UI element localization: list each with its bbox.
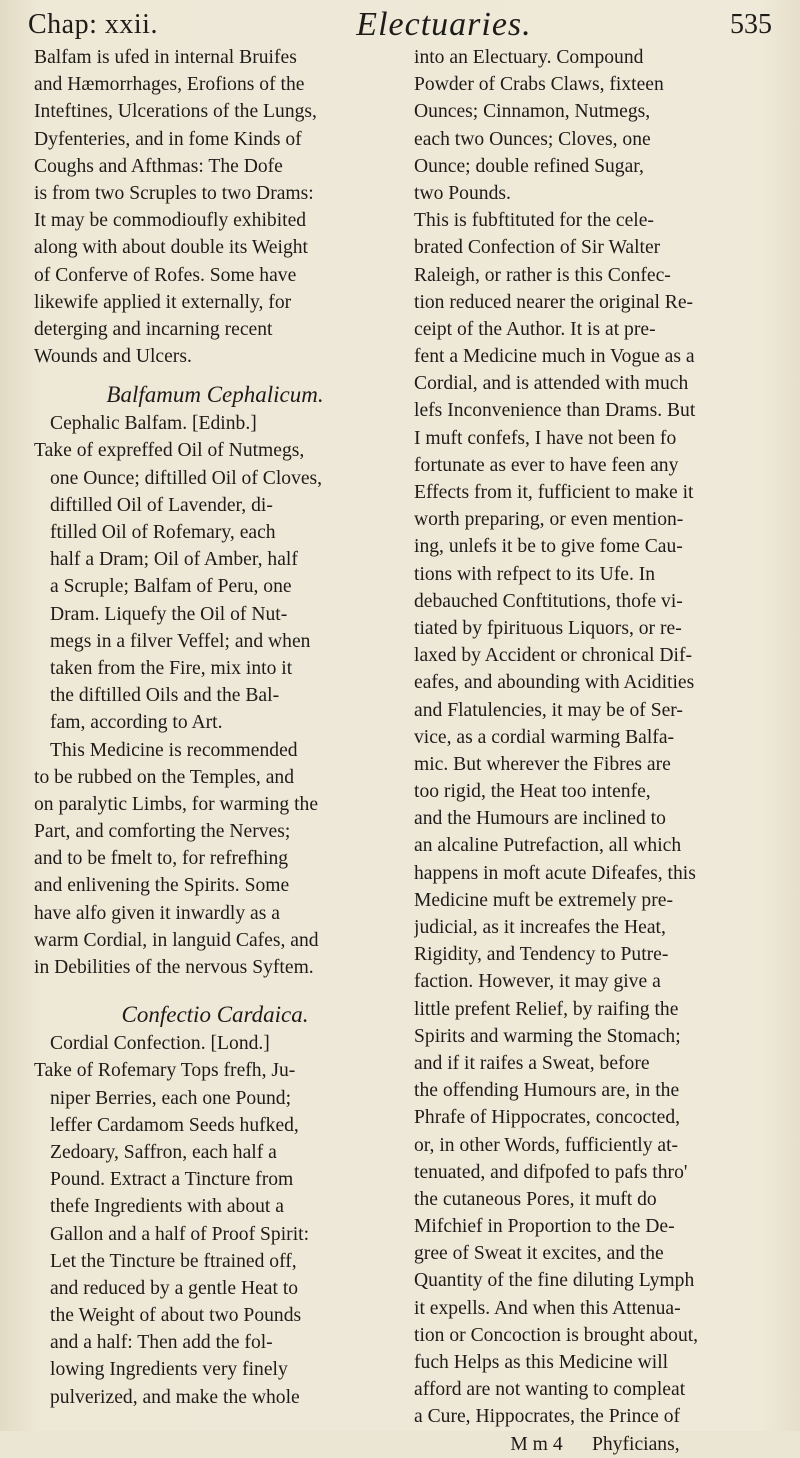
signature-mark: M m 4 Phyficians,: [510, 1433, 680, 1455]
text-line: diftilled Oil of Lavender, di-: [50, 494, 273, 516]
text-line: the cutaneous Pores, it muft do: [414, 1188, 657, 1210]
text-line: ftilled Oil of Rofemary, each: [50, 522, 276, 543]
text-line: Dram. Liquefy the Oil of Nut-: [50, 603, 288, 625]
text-line: and Hæmorrhages, Erofions of the: [34, 74, 305, 96]
text-line: Zedoary, Saffron, each half a: [50, 1141, 277, 1163]
text-line: Pound. Extract a Tincture from: [50, 1169, 294, 1191]
text-line: too rigid, the Heat too intenfe,: [414, 781, 651, 803]
text-line: Dyfenteries, and in fome Kinds of: [34, 128, 302, 150]
text-line: little prefent Relief, by raifing the: [414, 998, 679, 1020]
text-line: the offending Humours are, in the: [414, 1080, 680, 1102]
text-line: a Scruple; Balfam of Peru, one: [50, 576, 292, 598]
text-line: Ounces; Cinnamon, Nutmegs,: [414, 101, 651, 123]
chapter-label: Chap: xxii.: [28, 9, 158, 40]
text-line: thefe Ingredients with about a: [50, 1196, 284, 1218]
text-line: in Debilities of the nervous Syftem.: [34, 957, 314, 978]
page-number: 535: [729, 9, 772, 40]
text-line: lefs Inconvenience than Drams. But: [414, 400, 696, 422]
section-title-confectio: Confectio Cardaica.: [121, 1002, 309, 1028]
text-line: Part, and comforting the Nerves;: [34, 821, 291, 843]
text-line: tion reduced nearer the original Re-: [414, 291, 694, 313]
text-line: mic. But wherever the Fibres are: [414, 753, 671, 775]
running-title: Electuaries.: [356, 6, 532, 43]
text-line: fent a Medicine much in Vogue as a: [414, 346, 695, 368]
right-column-text: [414, 44, 776, 1431]
page-header: [28, 2, 772, 48]
text-line: faction. However, it may give a: [414, 971, 661, 993]
text-line: ing, unlefs it be to give fome Cau-: [414, 536, 683, 558]
section-title-balsamum: Balfamum Cephalicum.: [106, 382, 324, 408]
text-line: and to be fmelt to, for refrefhing: [34, 848, 289, 870]
text-line: happens in moft acute Difeafes, this: [414, 862, 696, 884]
text-line: This Medicine is recommended: [50, 739, 298, 761]
text-line: tenuated, and difpofed to pafs thro': [414, 1161, 688, 1183]
text-line: the Weight of about two Pounds: [50, 1305, 302, 1327]
text-line: Take of Rofemary Tops frefh, Ju-: [34, 1060, 296, 1082]
text-line: judicial, as it increafes the Heat,: [414, 917, 666, 938]
text-line: Spirits and warming the Stomach;: [414, 1025, 681, 1047]
text-line: Cephalic Balfam. [Edinb.]: [50, 413, 257, 435]
text-line: Cordial Confection. [Lond.]: [50, 1033, 270, 1055]
text-line: and a half: Then add the fol-: [50, 1332, 273, 1354]
text-line: each two Ounces; Cloves, one: [414, 128, 651, 150]
text-line: ceipt of the Author. It is at pre-: [414, 318, 656, 340]
text-line: a Cure, Hippocrates, the Prince of: [414, 1406, 681, 1428]
text-line: Take of expreffed Oil of Nutmegs,: [34, 440, 305, 462]
text-line: and enlivening the Spirits. Some: [34, 875, 290, 897]
text-line: lowing Ingredients very finely: [50, 1359, 288, 1381]
text-line: Mifchief in Proportion to the De-: [414, 1216, 675, 1238]
text-line: is from two Scruples to two Drams:: [34, 182, 314, 204]
text-line: brated Confection of Sir Walter: [414, 237, 661, 259]
text-line: to be rubbed on the Temples, and: [34, 766, 294, 788]
text-line: it expells. And when this Attenua-: [414, 1297, 681, 1319]
text-line: Medicine muft be extremely pre-: [414, 889, 673, 911]
text-line: megs in a filver Veffel; and when: [50, 630, 311, 652]
text-line: Inteftines, Ulcerations of the Lungs,: [34, 101, 317, 123]
text-line: worth preparing, or even mention-: [414, 509, 684, 531]
text-line: vice, as a cordial warming Balfa-: [414, 726, 675, 748]
text-line: Cordial, and is attended with much: [414, 373, 689, 395]
text-line: This is fubftituted for the cele-: [414, 210, 654, 232]
text-line: Let the Tincture be ftrained off,: [50, 1250, 297, 1272]
section-cephalic-balsam: [34, 410, 396, 981]
text-line: or, in other Words, fufficiently at-: [414, 1134, 679, 1156]
text-line: tion or Concoction is brought about,: [414, 1324, 699, 1346]
text-line: likewife applied it externally, for: [34, 291, 292, 313]
text-line: Wounds and Ulcers.: [34, 346, 192, 368]
text-line: half a Dram; Oil of Amber, half: [50, 549, 298, 571]
text-line: laxed by Accident or chronical Dif-: [414, 645, 693, 667]
text-line: and the Humours are inclined to: [414, 808, 666, 830]
text-line: gree of Sweat it excites, and the: [414, 1243, 664, 1265]
text-line: Quantity of the fine diluting Lymph: [414, 1270, 695, 1292]
text-line: an alcaline Putrefaction, all which: [414, 835, 682, 857]
text-line: two Pounds.: [414, 182, 511, 204]
text-line: fam, according to Art.: [50, 712, 223, 734]
text-line: taken from the Fire, mix into it: [50, 657, 293, 679]
text-line: and reduced by a gentle Heat to: [50, 1277, 299, 1299]
text-line: debauched Conftitutions, thofe vi-: [414, 590, 683, 612]
text-line: Gallon and a half of Proof Spirit:: [50, 1223, 310, 1245]
text-line: eafes, and abounding with Acidities: [414, 672, 695, 694]
text-line: fortunate as ever to have feen any: [414, 454, 679, 476]
right-column: [414, 44, 776, 1458]
text-line: into an Electuary. Compound: [414, 47, 644, 68]
text-line: Coughs and Afthmas: The Dofe: [34, 155, 283, 177]
text-line: It may be commodioufly exhibited: [34, 210, 307, 232]
text-line: the diftilled Oils and the Bal-: [50, 685, 280, 707]
text-line: tions with refpect to its Ufe. In: [414, 563, 656, 585]
left-column: [34, 44, 396, 1411]
text-line: Phrafe of Hippocrates, concocted,: [414, 1107, 681, 1129]
section-cordial-confection: [34, 1030, 396, 1411]
text-line: deterging and incarning recent: [34, 318, 273, 340]
paragraph-balsam-uses: [34, 44, 396, 370]
text-line: niper Berries, each one Pound;: [50, 1087, 292, 1109]
text-line: have alfo given it inwardly as a: [34, 902, 280, 924]
text-line: warm Cordial, in languid Cafes, and: [34, 929, 319, 951]
text-line: on paralytic Limbs, for warming the: [34, 793, 319, 815]
text-line: tiated by fpirituous Liquors, or re-: [414, 617, 682, 639]
text-line: one Ounce; diftilled Oil of Cloves,: [50, 467, 323, 489]
text-line: Raleigh, or rather is this Confec-: [414, 264, 671, 286]
text-line: along with about double its Weight: [34, 237, 308, 259]
text-line: pulverized, and make the whole: [50, 1386, 300, 1408]
text-line: Ounce; double refined Sugar,: [414, 155, 644, 177]
text-line: Effects from it, fufficient to make it: [414, 482, 694, 503]
text-line: afford are not wanting to compleat: [414, 1379, 686, 1401]
text-line: and Flatulencies, it may be of Ser-: [414, 699, 683, 721]
text-line: fuch Helps as this Medicine will: [414, 1352, 669, 1373]
text-line: of Conferve of Rofes. Some have: [34, 264, 297, 286]
text-line: leffer Cardamom Seeds hufked,: [50, 1114, 299, 1136]
text-line: I muft confefs, I have not been fo: [414, 427, 677, 449]
text-line: and if it raifes a Sweat, before: [414, 1052, 650, 1074]
text-line: Balfam is ufed in internal Bruifes: [34, 47, 297, 68]
text-line: Rigidity, and Tendency to Putre-: [414, 944, 669, 966]
text-line: Powder of Crabs Claws, fixteen: [414, 74, 664, 96]
